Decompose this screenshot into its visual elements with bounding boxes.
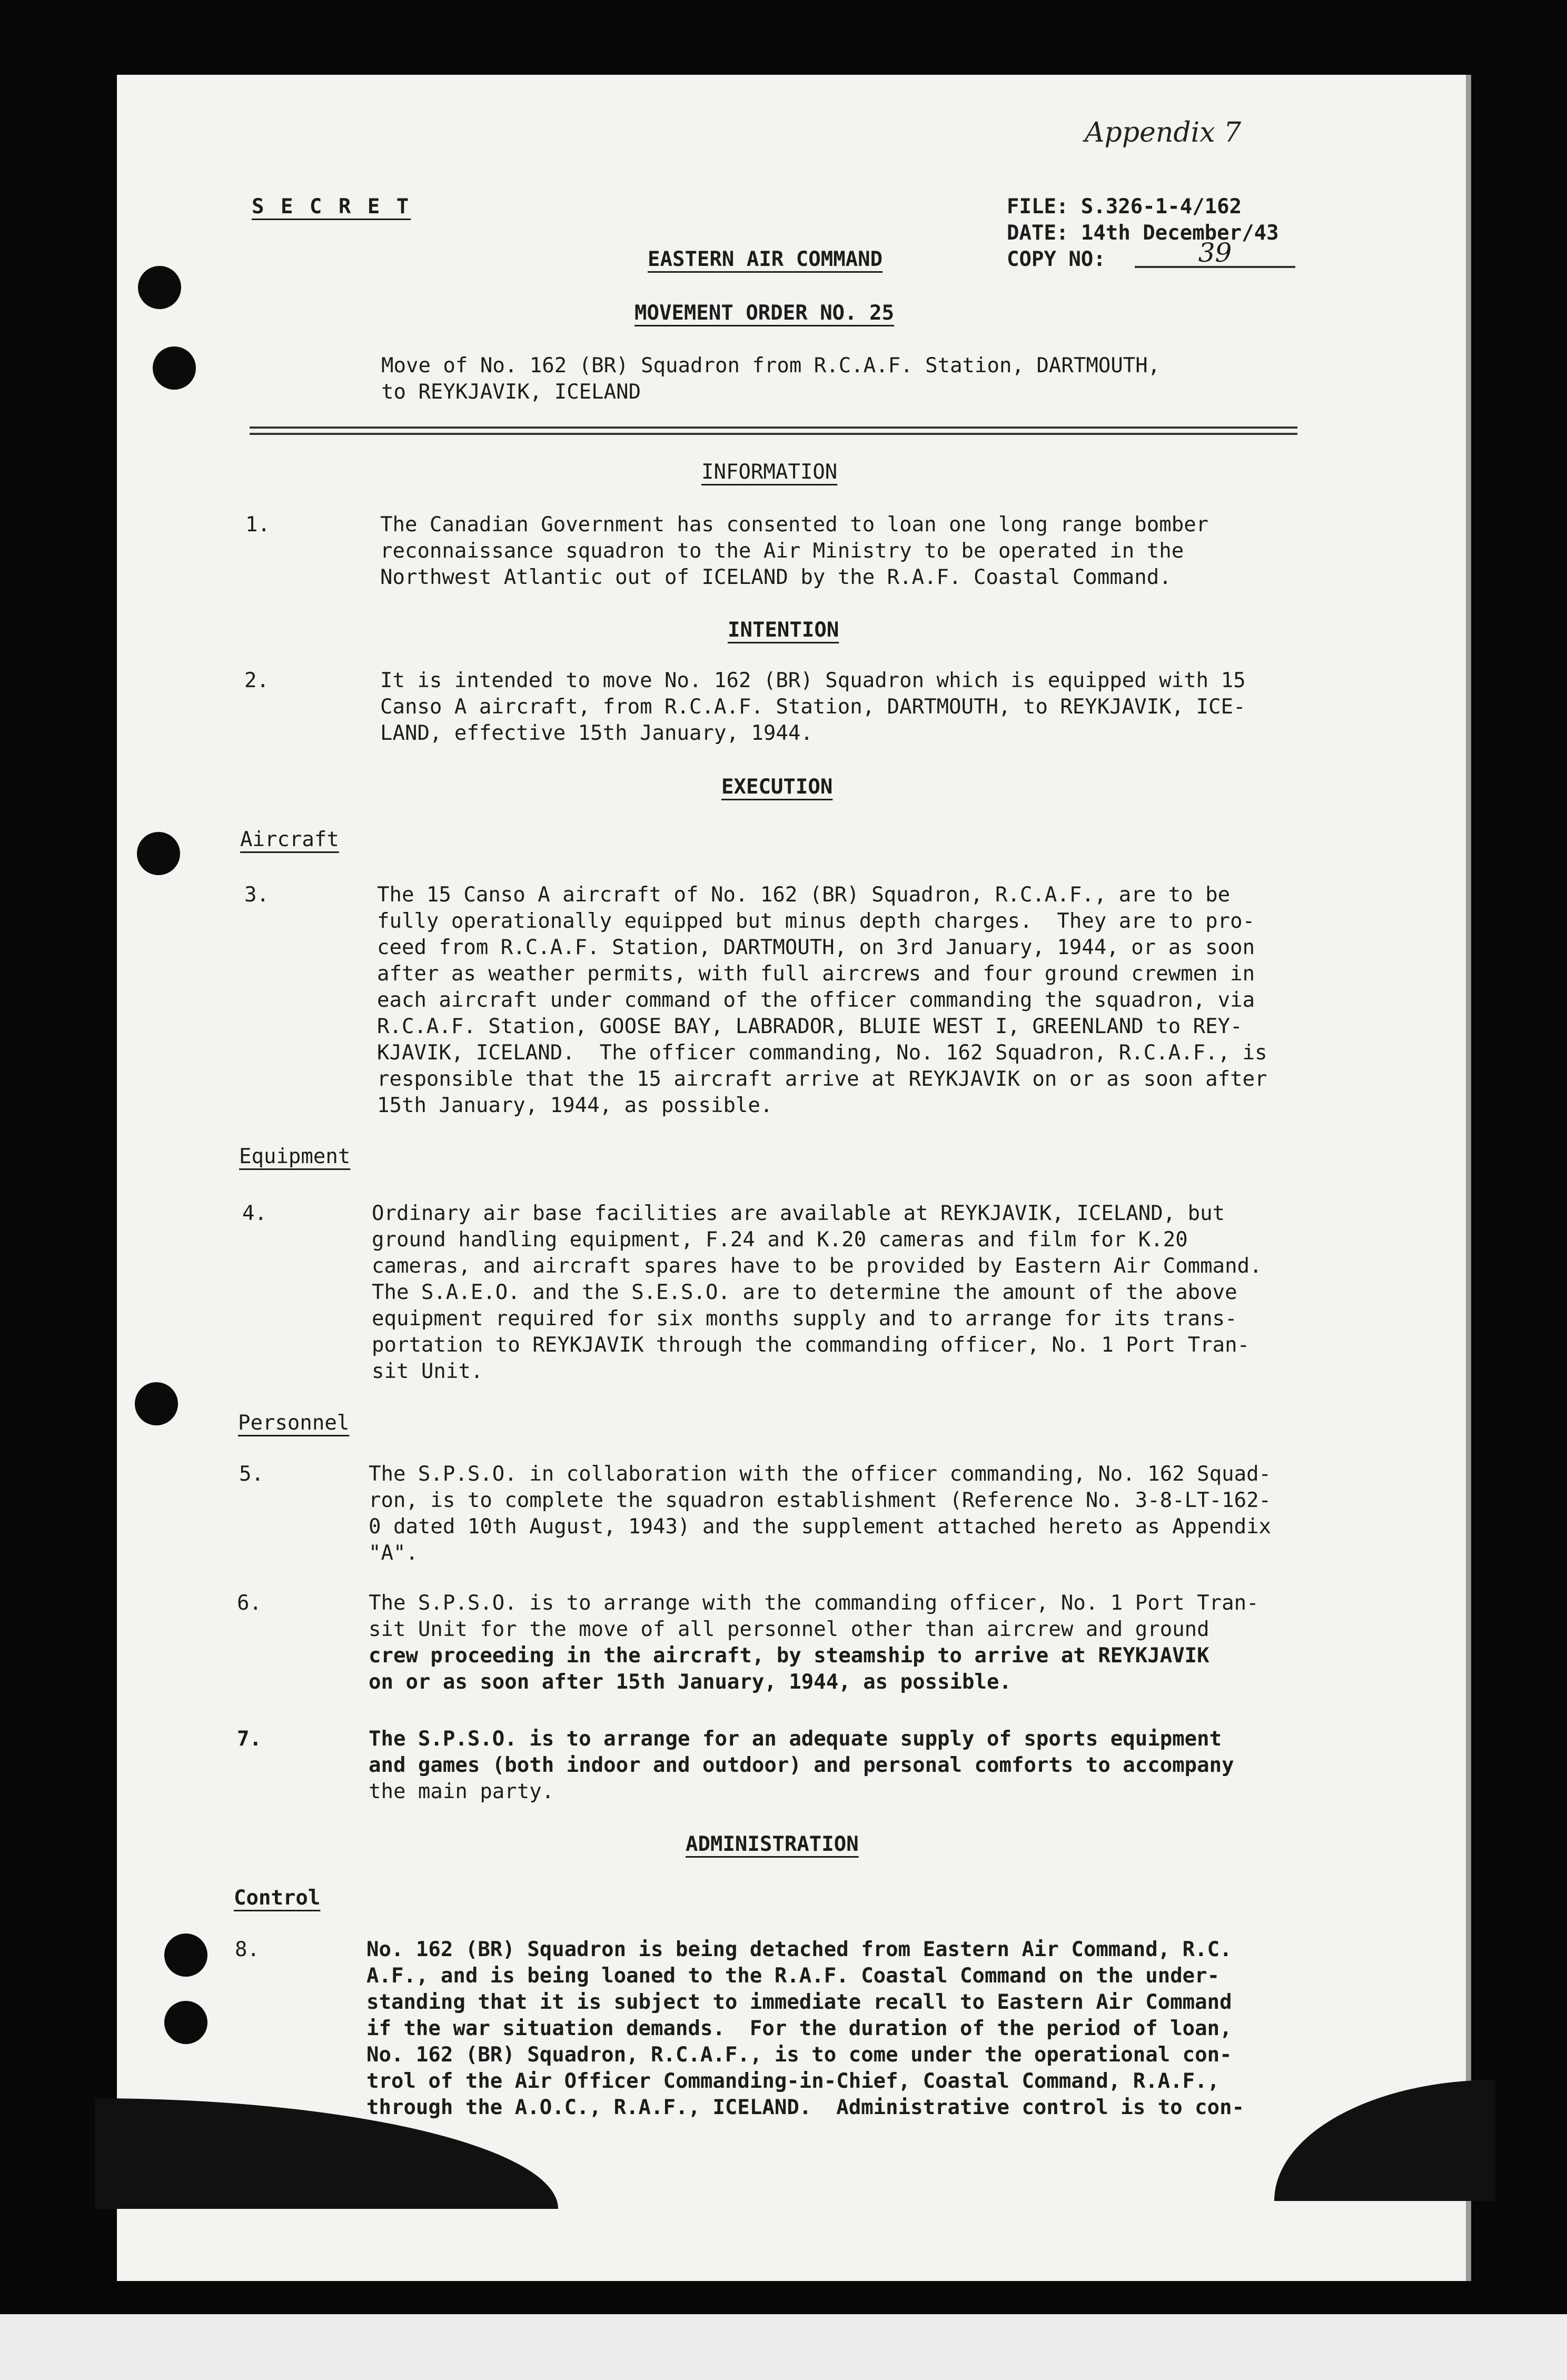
- section-heading-intention: INTENTION: [728, 618, 839, 642]
- paragraph-line: the main party.: [369, 1780, 554, 1803]
- subject-line: to REYKJAVIK, ICELAND: [381, 380, 641, 404]
- punch-hole: [135, 1382, 178, 1425]
- paragraph-line: portation to REYKJAVIK through the commanding officer, No. 1 Port Tran-: [372, 1333, 1250, 1357]
- paragraph-line: 15th January, 1944, as possible.: [377, 1094, 773, 1117]
- paragraph-line: fully operationally equipped but minus depth charges. They are to pro-: [377, 909, 1255, 933]
- paragraph-line: through the A.O.C., R.A.F., ICELAND. Administrative control is to con-: [366, 2096, 1245, 2119]
- divider: [250, 427, 1297, 429]
- paragraph-line: LAND, effective 15th January, 1944.: [380, 721, 813, 745]
- paragraph-line: responsible that the 15 aircraft arrive at REYKJAVIK on or as soon after: [377, 1067, 1267, 1091]
- paragraph-number: 2.: [244, 669, 269, 692]
- section-heading-execution: EXECUTION: [721, 775, 833, 799]
- paragraph-line: No. 162 (BR) Squadron, R.C.A.F., is to come under the operational con-: [366, 2043, 1232, 2067]
- paragraph-line: equipment required for six months supply and to arrange for its trans-: [372, 1307, 1237, 1331]
- paragraph-number: 1.: [245, 513, 270, 537]
- paragraph-number: 3.: [244, 883, 269, 907]
- paragraph-line: cameras, and aircraft spares have to be provided by Eastern Air Command.: [372, 1254, 1262, 1278]
- paragraph-line: sit Unit for the move of all personnel other than aircrew and ground: [369, 1618, 1209, 1641]
- paragraph-line: trol of the Air Officer Commanding-in-Chief, Coastal Command, R.A.F.,: [366, 2069, 1220, 2093]
- paragraph-line: The Canadian Government has consented to loan one long range bomber: [380, 513, 1209, 537]
- punch-hole: [153, 346, 196, 390]
- paragraph-number: 5.: [239, 1462, 264, 1486]
- side-heading-control: Control: [234, 1886, 321, 1910]
- paragraph-line: The S.P.S.O. is to arrange with the commanding officer, No. 1 Port Tran-: [369, 1591, 1259, 1615]
- paragraph-line: reconnaissance squadron to the Air Ministry to be operated in the: [380, 539, 1184, 563]
- paragraph-line: The S.P.S.O. in collaboration with the officer commanding, No. 162 Squad-: [369, 1462, 1272, 1486]
- paragraph-line: ceed from R.C.A.F. Station, DARTMOUTH, on 3rd January, 1944, or as soon: [377, 936, 1255, 959]
- paragraph-number: 4.: [242, 1202, 267, 1225]
- order-title: MOVEMENT ORDER NO. 25: [634, 301, 895, 325]
- punch-hole: [164, 2001, 207, 2044]
- document-date: DATE: 14th December/43: [1007, 221, 1279, 245]
- side-heading-aircraft: Aircraft: [240, 828, 339, 851]
- paragraph-number: 8.: [235, 1938, 260, 1961]
- paragraph-line: each aircraft under command of the officer commanding the squadron, via: [377, 988, 1255, 1012]
- paragraph-line: A.F., and is being loaned to the R.A.F. Coastal Command on the under-: [366, 1964, 1220, 1988]
- file-reference: FILE: S.326-1-4/162: [1007, 195, 1242, 219]
- side-heading-personnel: Personnel: [238, 1411, 350, 1435]
- copy-label: COPY NO:: [1007, 247, 1106, 271]
- subject-line: Move of No. 162 (BR) Squadron from R.C.A.F. Station, DARTMOUTH,: [381, 354, 1161, 378]
- paragraph-line: The S.A.E.O. and the S.E.S.O. are to determine the amount of the above: [372, 1281, 1237, 1304]
- handwritten-note: Appendix 7: [1085, 117, 1242, 148]
- punch-hole: [164, 1933, 207, 1977]
- side-heading-equipment: Equipment: [239, 1145, 351, 1168]
- paragraph-number: 7.: [237, 1727, 262, 1751]
- paragraph-line: ron, is to complete the squadron establishment (Reference No. 3-8-LT-162-: [369, 1489, 1272, 1512]
- paragraph-line: Canso A aircraft, from R.C.A.F. Station, DARTMOUTH, to REYKJAVIK, ICE-: [380, 695, 1246, 719]
- paragraph-line: KJAVIK, ICELAND. The officer commanding, No. 162 Squadron, R.C.A.F., is: [377, 1041, 1267, 1065]
- paragraph-line: and games (both indoor and outdoor) and personal comforts to accompany: [369, 1753, 1234, 1777]
- classification: S E C R E T: [252, 195, 411, 219]
- section-heading-administration: ADMINISTRATION: [686, 1832, 859, 1856]
- divider: [250, 433, 1297, 435]
- paragraph-line: after as weather permits, with full aircrews and four ground crewmen in: [377, 962, 1255, 986]
- paragraph-line: The 15 Canso A aircraft of No. 162 (BR) Squadron, R.C.A.F., are to be: [377, 883, 1231, 907]
- section-heading-information: INFORMATION: [701, 460, 838, 484]
- paragraph-line: The S.P.S.O. is to arrange for an adequate supply of sports equipment: [369, 1727, 1222, 1751]
- paragraph-line: Ordinary air base facilities are available at REYKJAVIK, ICELAND, but: [372, 1202, 1225, 1225]
- paragraph-line: crew proceeding in the aircraft, by steamship to arrive at REYKJAVIK: [369, 1644, 1209, 1668]
- paragraph-line: 0 dated 10th August, 1943) and the supplement attached hereto as Appendix: [369, 1515, 1272, 1539]
- paragraph-line: Northwest Atlantic out of ICELAND by the R.A.F. Coastal Command.: [380, 566, 1172, 589]
- punch-hole: [137, 832, 180, 875]
- paragraph-line: sit Unit.: [372, 1360, 483, 1383]
- paragraph-number: 6.: [237, 1591, 262, 1615]
- paragraph-line: "A".: [369, 1541, 418, 1565]
- paragraph-line: standing that it is subject to immediate recall to Eastern Air Command: [366, 1990, 1232, 2014]
- copy-number: 39: [1135, 240, 1295, 268]
- punch-hole: [138, 266, 181, 309]
- paragraph-line: on or as soon after 15th January, 1944, as possible.: [369, 1670, 1011, 1694]
- paragraph-line: It is intended to move No. 162 (BR) Squadron which is equipped with 15: [380, 669, 1246, 692]
- paragraph-line: if the war situation demands. For the duration of the period of loan,: [366, 2017, 1232, 2040]
- paragraph-line: No. 162 (BR) Squadron is being detached from Eastern Air Command, R.C.: [366, 1938, 1232, 1961]
- command-title: EASTERN AIR COMMAND: [648, 247, 883, 271]
- scan-border: [0, 2314, 1567, 2380]
- paragraph-line: ground handling equipment, F.24 and K.20 cameras and film for K.20: [372, 1228, 1188, 1252]
- paragraph-line: R.C.A.F. Station, GOOSE BAY, LABRADOR, BLUIE WEST I, GREENLAND to REY-: [377, 1015, 1243, 1038]
